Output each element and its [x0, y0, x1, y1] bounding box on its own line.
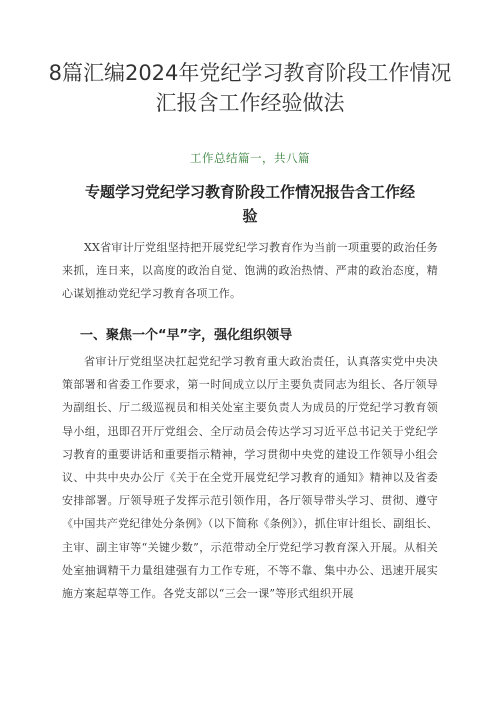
body-paragraph: 省审计厅党组坚决扛起党纪学习教育重大政治责任，认真落实党中央决策部署和省委工作要求，第一时间成立以厅主要负责同志为组长、各厅领导为副组长、厅二级巡视员和相关处室主要负责人为成员的厅党纪学习教育领导小组，迅即召开厅党组会、全厅动员会传达学习习近平总书记关于党纪学习教育的重要讲话和重要指示精神，学习贯彻中央党的建设工作领导小组会议、中共中央办公厅《关于在全党开展党纪学习教育的通知》精神以及省委安排部署。厅领导班子发挥示范引领作用，各厅领导带头学习、贯彻、遵守《中国共产党纪律处分条例》（以下简称《条例》），抓住审计组长、副组长、主审、副主审等“关键少数”，示范带动全厅党纪学习教育深入开展。从相关处室抽调精干力量组建强有力工作专班，不等不靠、集中办公、迅速开展实施方案起草等工作。各党支部以“三会一课”等形式组织开展: [62, 355, 438, 601]
section-title: 专题学习党纪学习教育阶段工作情况报告含工作经验: [84, 183, 415, 225]
intro-paragraph: XX省审计厅党组坚持把开展党纪学习教育作为当前一项重要的政治任务来抓，连日来，以高度的政治自觉、饱满的政治热情、严肃的政治态度，精心谋划推动党纪学习教育各项工作。: [62, 241, 438, 301]
document-subheading: 工作总结篇一，共八篇: [190, 151, 310, 165]
heading-1: 一、聚焦一个“早”字，强化组织领导: [80, 328, 293, 343]
document-title: 8篇汇编2024年党纪学习教育阶段工作情况汇报含工作经验做法: [48, 61, 452, 115]
